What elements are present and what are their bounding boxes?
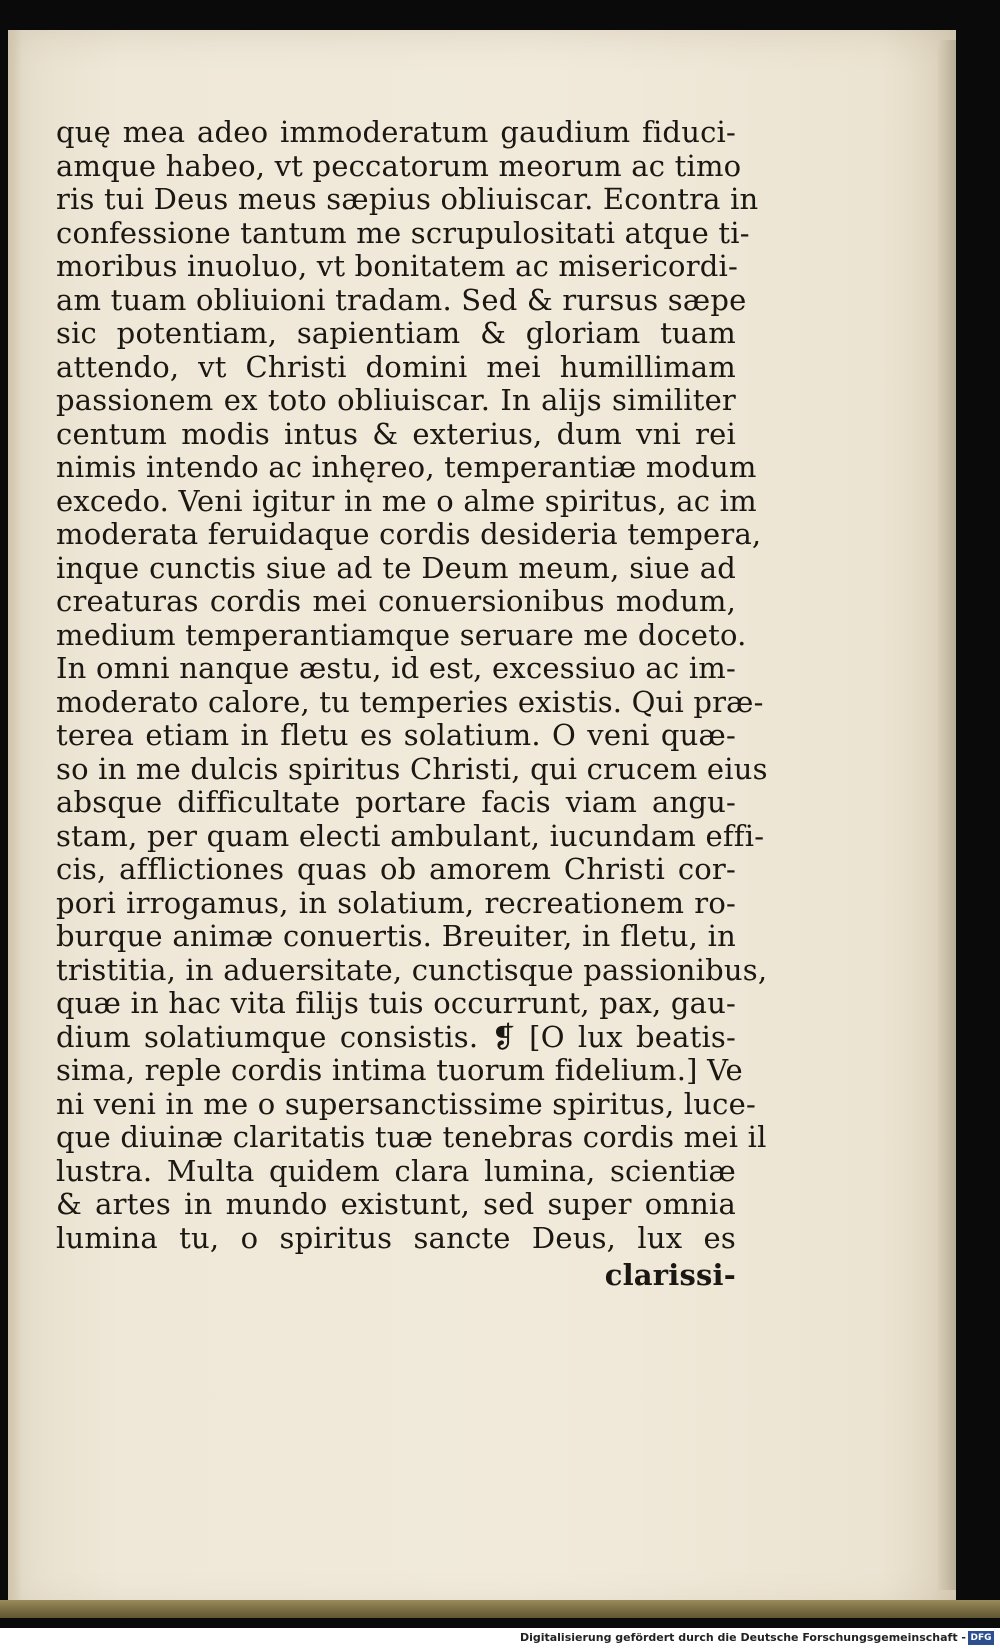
text-line-8: attendo, vt Christi domini mei humillimam xyxy=(56,349,736,384)
text-line-2: amque habeo, vt peccatorum meorum ac timo xyxy=(56,148,742,183)
text-line-24: pori irrogamus, in solatium, recreationem ro- xyxy=(56,885,736,920)
text-line-30: ni veni in me o supersanctissime spiritus, luce- xyxy=(56,1086,756,1121)
text-line-31: que diuinæ claritatis tuæ tenebras cordis mei il xyxy=(56,1120,767,1154)
text-line-11: nimis intendo ac inhęreo, temperantiæ modum xyxy=(56,450,757,484)
text-line-19: terea etiam in fletu es solatium. O veni quæ- xyxy=(56,718,736,752)
text-line-16: medium temperantiamque seruare me doceto. xyxy=(56,617,747,652)
page-edge xyxy=(938,40,956,1590)
text-line-12: excedo. Veni igitur in me o alme spiritus, ac im xyxy=(56,483,757,518)
text-line-29: sima, reple cordis intima tuorum fidelium.] Ve xyxy=(56,1053,743,1087)
text-line-9: passionem ex toto obliuiscar. In alijs similiter xyxy=(56,383,736,417)
text-line-33: & artes in mundo existunt, sed super omnia xyxy=(56,1187,736,1221)
text-line-5: moribus inuoluo, vt bonitatem ac misericordi- xyxy=(56,249,738,283)
footer-bar xyxy=(0,1628,1000,1649)
text-line-20: so in me dulcis spiritus Christi, qui crucem eius xyxy=(56,751,768,786)
text-line-7: sic potentiam, sapientiam & gloriam tuam xyxy=(56,316,736,350)
text-line-17: In omni nanque æstu, id est, excessiuo ac im- xyxy=(56,651,736,685)
text-line-34: lumina tu, o spiritus sancte Deus, lux es xyxy=(56,1220,736,1255)
dfg-logo-icon: DFG xyxy=(968,1631,994,1645)
text-line-15: creaturas cordis mei conuersionibus modum, xyxy=(56,584,736,618)
text-line-13: moderata feruidaque cordis desideria tempera, xyxy=(56,517,762,551)
text-line-25: burque animæ conuertis. Breuiter, in fletu, in xyxy=(56,919,736,953)
text-line-3: ris tui Deus meus sæpius obliuiscar. Econtra in xyxy=(56,182,759,216)
text-line-10: centum modis intus & exterius, dum vni rei xyxy=(56,416,736,451)
text-line-28: dium solatiumque consistis. ❡ [O lux beatis- xyxy=(56,1019,736,1054)
text-line-21: absque difficultate portare facis viam angu- xyxy=(56,785,736,819)
book-cover-edge xyxy=(0,1600,1000,1618)
text-line-6: am tuam obliuioni tradam. Sed & rursus sæpe xyxy=(56,282,747,317)
funding-notice: Digitalisierung gefördert durch die Deutsche Forschungsgemeinschaft - xyxy=(519,1631,966,1644)
text-line-27: quæ in hac vita filijs tuis occurrunt, pax, gau- xyxy=(56,986,736,1020)
text-line-18: moderato calore, tu temperies existis. Qui præ- xyxy=(56,684,764,719)
text-line-26: tristitia, in aduersitate, cunctisque passionibus, xyxy=(56,952,768,987)
text-line-23: cis, afflictiones quas ob amorem Christi cor- xyxy=(56,852,736,886)
text-line-4: confessione tantum me scrupulositati atque ti- xyxy=(56,215,750,250)
text-line-14: inque cunctis siue ad te Deum meum, siue ad xyxy=(56,550,736,585)
page-text xyxy=(56,115,768,1293)
catchword: clarissi- xyxy=(604,1258,736,1292)
book-page xyxy=(8,30,956,1612)
text-line-22: stam, per quam electi ambulant, iucundam effi- xyxy=(56,818,765,853)
text-line-1: quę mea adeo immoderatum gaudium fiduci- xyxy=(56,115,736,149)
text-line-32: lustra. Multa quidem clara lumina, scientiæ xyxy=(56,1153,736,1188)
